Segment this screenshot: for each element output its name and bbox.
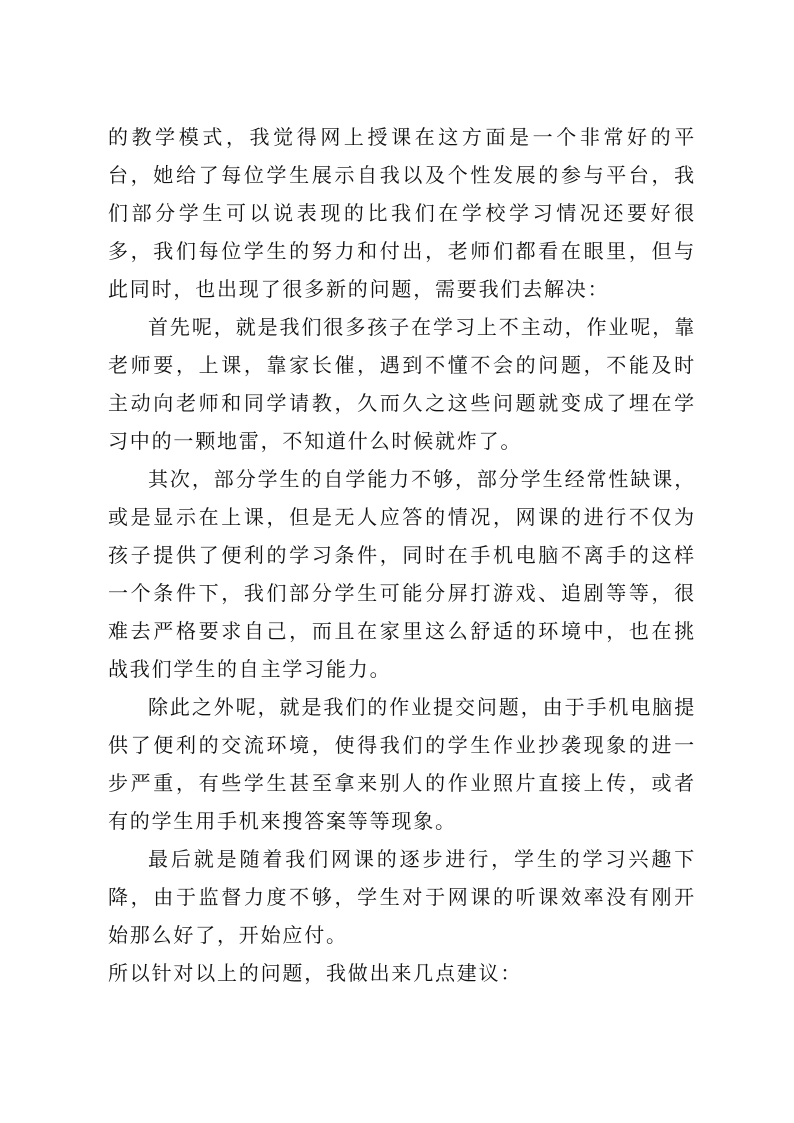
- paragraph-third-issue: 除此之外呢，就是我们的作业提交问题，由于手机电脑提供了便利的交流环境，使得我们的学生作业抄袭现象的进一步严重，有些学生甚至拿来别人的作业照片直接上传，或者有的学生用手机来搜答案等等现象。: [108, 695, 696, 833]
- paragraph-last-issue: 最后就是随着我们网课的逐步进行，学生的学习兴趣下降，由于监督力度不够，学生对于网课的听课效率没有刚开始那么好了，开始应付。: [108, 847, 696, 947]
- paragraph-second-issue: 其次，部分学生的自学能力不够，部分学生经常性缺课，或是显示在上课，但是无人应答的情况，网课的进行不仅为孩子提供了便利的学习条件，同时在手机电脑不离手的这样一个条件下，我们部分学生可能分屏打游戏、追剧等等，很难去严格要求自己，而且在家里这么舒适的环境中，也在挑战我们学生的自主学习能力。: [108, 467, 696, 681]
- paragraph-teaching-model: 的教学模式，我觉得网上授课在这方面是一个非常好的平台，她给了每位学生展示自我以及个性发展的参与平台，我们部分学生可以说表现的比我们在学校学习情况还要好很多，我们每位学生的努力和付出，老师们都看在眼里，但与此同时，也出现了很多新的问题，需要我们去解决：: [108, 125, 696, 301]
- paragraph-suggestions-intro: 所以针对以上的问题，我做出来几点建议：: [108, 961, 523, 985]
- document-body: [108, 118, 696, 992]
- paragraph-first-issue: 首先呢，就是我们很多孩子在学习上不主动，作业呢，靠老师要，上课，靠家长催，遇到不懂不会的问题，不能及时主动向老师和同学请教，久而久之这些问题就变成了埋在学习中的一颗地雷，不知道什么时候就炸了。: [108, 315, 696, 453]
